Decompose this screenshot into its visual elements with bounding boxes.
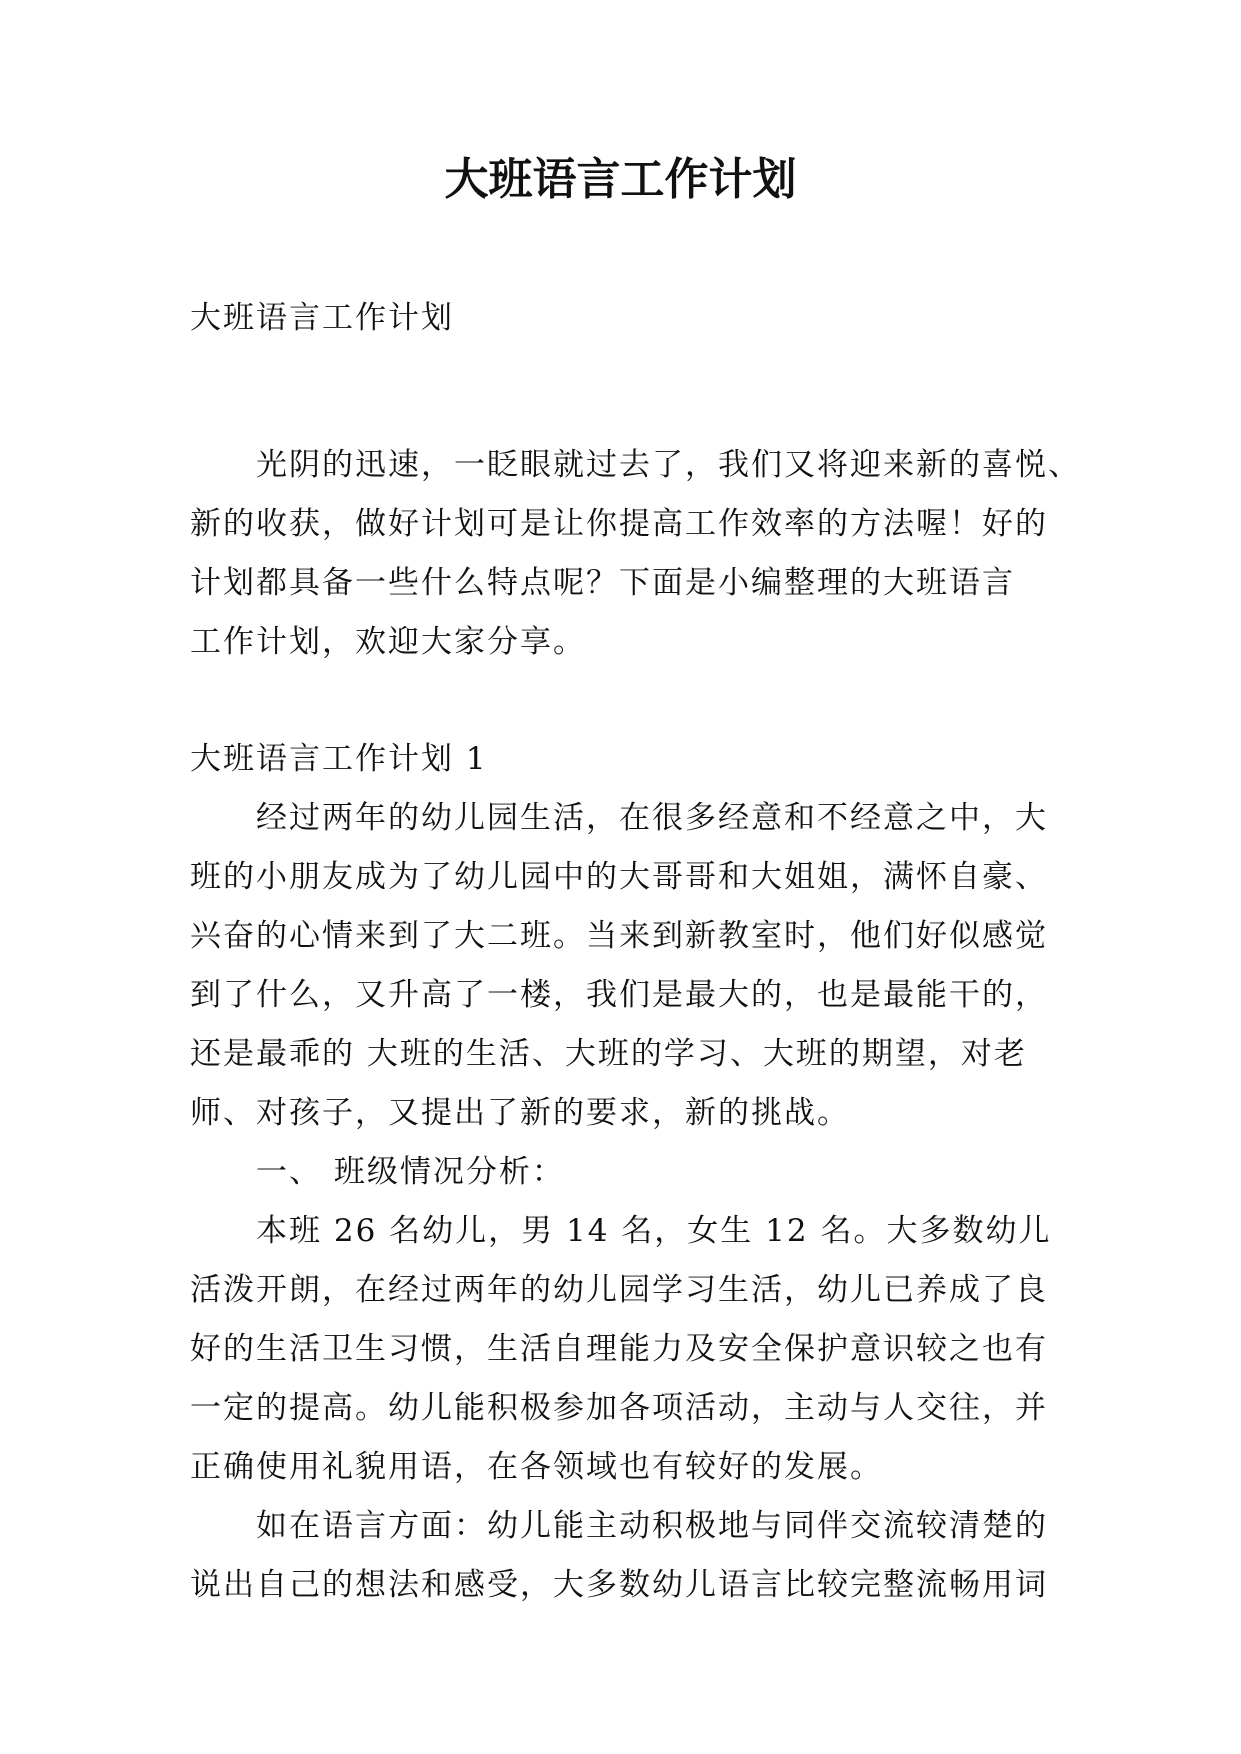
paragraph-1 [190,789,1070,1143]
paragraph-line: 活泼开朗，在经过两年的幼儿园学习生活，幼儿已养成了良 [190,1272,1048,1308]
document-body [190,289,1081,1615]
intro-line: 工作计划，欢迎大家分享。 [190,624,586,660]
intro-line: 光阴的迅速，一眨眼就过去了，我们又将迎来新的喜悦、 [256,447,1081,483]
paragraph-line: 还是最乖的 大班的生活、大班的学习、大班的期望，对老 [190,1036,1027,1072]
intro-paragraph [190,436,1081,672]
paragraph-line: 好的生活卫生习惯，生活自理能力及安全保护意识较之也有 [190,1331,1048,1367]
paragraph-line: 到了什么，又升高了一楼，我们是最大的，也是最能干的， [190,977,1048,1013]
paragraph-line: 兴奋的心情来到了大二班。当来到新教室时，他们好似感觉 [190,918,1048,954]
paragraph-line: 本班 26 名幼儿，男 14 名，女生 12 名。大多数幼儿 [256,1213,1052,1249]
paragraph-line: 说出自己的想法和感受，大多数幼儿语言比较完整流畅用词 [190,1567,1048,1603]
document-subtitle: 大班语言工作计划 [190,300,454,336]
paragraph-line: 正确使用礼貌用语，在各领域也有较好的发展。 [190,1449,883,1485]
paragraph-line: 班的小朋友成为了幼儿园中的大哥哥和大姐姐，满怀自豪、 [190,859,1048,895]
paragraph-line: 经过两年的幼儿园生活，在很多经意和不经意之中，大 [256,800,1048,836]
paragraph-3 [190,1497,1070,1615]
paragraph-line: 一定的提高。幼儿能积极参加各项活动，主动与人交往，并 [190,1390,1048,1426]
paragraph-line: 如在语言方面：幼儿能主动积极地与同伴交流较清楚的 [256,1508,1048,1544]
intro-line: 新的收获，做好计划可是让你提高工作效率的方法喔！好的 [190,506,1048,542]
section-heading: 大班语言工作计划 1 [190,741,488,777]
list-heading: 一、 班级情况分析： [256,1154,565,1190]
intro-line: 计划都具备一些什么特点呢？下面是小编整理的大班语言 [190,565,1015,601]
paragraph-line: 师、对孩子，又提出了新的要求，新的挑战。 [190,1095,850,1131]
document-title: 大班语言工作计划 [444,154,797,205]
paragraph-2 [190,1202,1070,1497]
